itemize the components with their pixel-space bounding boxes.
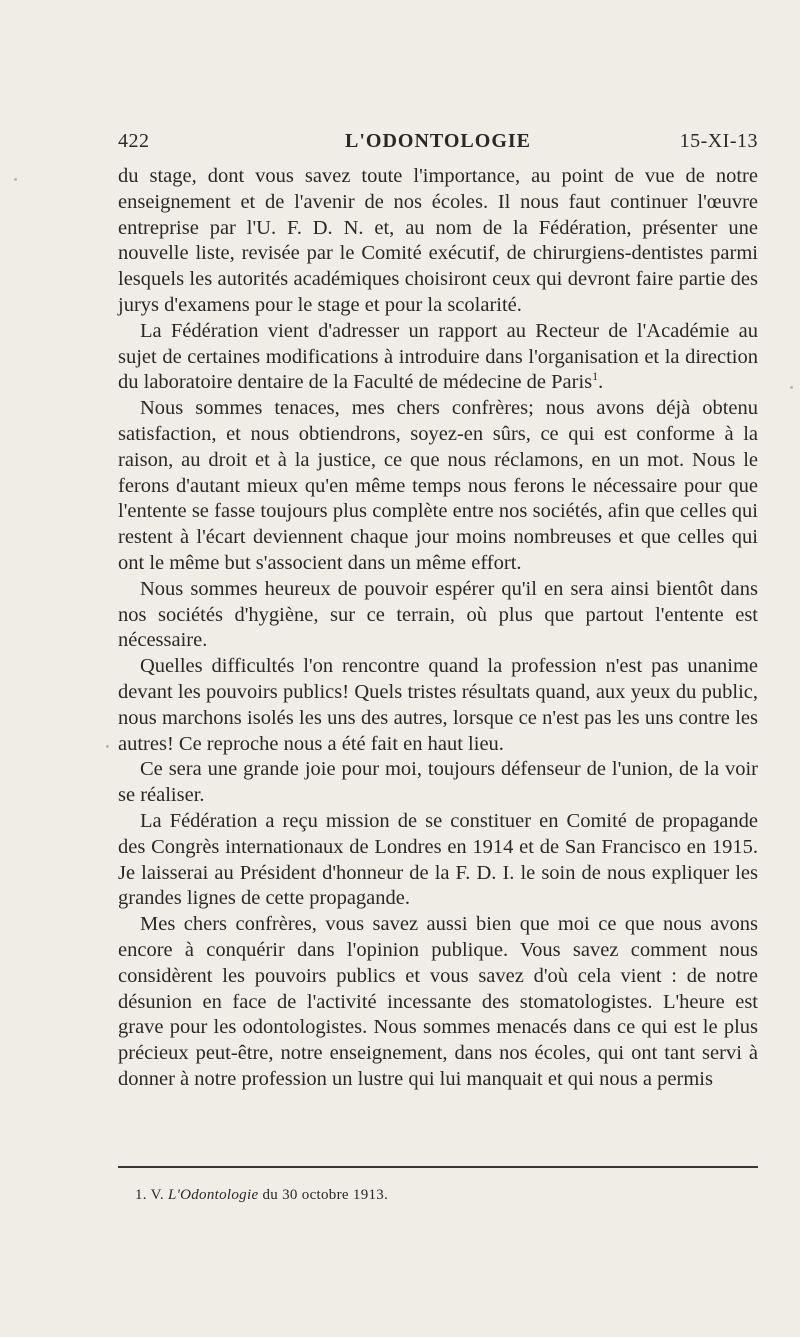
footnote-prefix: V.: [150, 1187, 164, 1203]
paper-speck: [106, 745, 109, 748]
paragraph: du stage, dont vous savez toute l'importance, au point de vue de notre enseignement et de l'avenir de nos écoles. Il nous faut continuer l'œuvre entreprise par l'U. F. D. N. et, au nom de la Fédération, présenter une nouvelle liste, revisée par le Comité exécutif, de chirurgiens-dentistes parmi lesquels les autorités académiques choisiront ceux qui devront faire partie des jurys d'examens pour le stage et pour la scolarité.: [118, 165, 758, 316]
footnote-text: du 30 octobre 1913.: [262, 1187, 389, 1203]
paper-speck: [790, 386, 793, 389]
paper-speck: [14, 178, 17, 181]
paragraph: Nous sommes tenaces, mes chers confrères; nous avons déjà obtenu satisfaction, et nous obtiendrons, soyez-en sûrs, ce qui est conforme à la raison, au droit et à la justice, ce que nous réclamons, en un mot. Nous le ferons d'autant mieux qu'en même temps nous ferons le nécessaire pour que l'entente se fasse toujours plus complète entre nos sociétés, afin que celles qui restent à l'écart deviennent chaque jour moins nombreuses et que celles qui ont le même but s'associent dans un même effort.: [118, 397, 758, 574]
footnote-reference[interactable]: 1: [592, 369, 599, 384]
page-number: 422: [118, 130, 150, 152]
paragraph: Quelles difficultés l'on rencontre quand la profession n'est pas unanime devant les pouvoirs publics! Quels tristes résultats quand, aux yeux du public, nous marchons isolés les uns des autres, lorsque ce n'est pas les uns contre les autres! Ce reproche nous a été fait en haut lieu.: [118, 655, 758, 755]
paragraph: La Fédération a reçu mission de se constituer en Comité de propagande des Congrès internationaux de Londres en 1914 et de San Francisco en 1915. Je laisserai au Président d'honneur de la F. D. I. le soin de nous expliquer les grandes lignes de cette propagande.: [118, 809, 758, 910]
footnote: [135, 1187, 388, 1204]
running-header: [118, 130, 758, 160]
issue-date: 15-XI-13: [679, 130, 758, 152]
paragraph: [118, 319, 758, 396]
footnote-number: 1.: [135, 1187, 147, 1203]
running-title: L'ODONTOLOGIE: [344, 130, 531, 152]
paragraph: Mes chers confrères, vous savez aussi bien que moi ce que nous avons encore à conquérir dans l'opinion publique. Vous savez comment nous considèrent les pouvoirs publics et vous savez d'où cela vient : de notre désunion en face de l'activité incessante des stomatologistes. L'heure est grave pour les odontologistes. Nous sommes menacés dans ce qui est le plus précieux peut-être, notre enseignement, dans nos écoles, qui ont tant servi à donner à notre profession un lustre qui lui manquait et qui nous a permis: [118, 913, 758, 1090]
paragraph-end: .: [598, 371, 604, 394]
footnote-rule: [118, 1166, 758, 1168]
paragraph: Ce sera une grande joie pour moi, toujours défenseur de l'union, de la voir se réaliser.: [118, 758, 758, 807]
body-text: [118, 164, 758, 1093]
paragraph: Nous sommes heureux de pouvoir espérer qu'il en sera ainsi bientôt dans nos sociétés d'hygiène, sur ce terrain, où plus que partout l'entente est nécessaire.: [118, 577, 758, 652]
paragraph-text: La Fédération vient d'adresser un rapport au Recteur de l'Académie au sujet de certaines modifications à introduire dans l'organisation et la direction du laboratoire dentaire de la Faculté de médecine de Paris: [118, 319, 758, 394]
footnote-journal: L'Odontologie: [167, 1187, 259, 1203]
